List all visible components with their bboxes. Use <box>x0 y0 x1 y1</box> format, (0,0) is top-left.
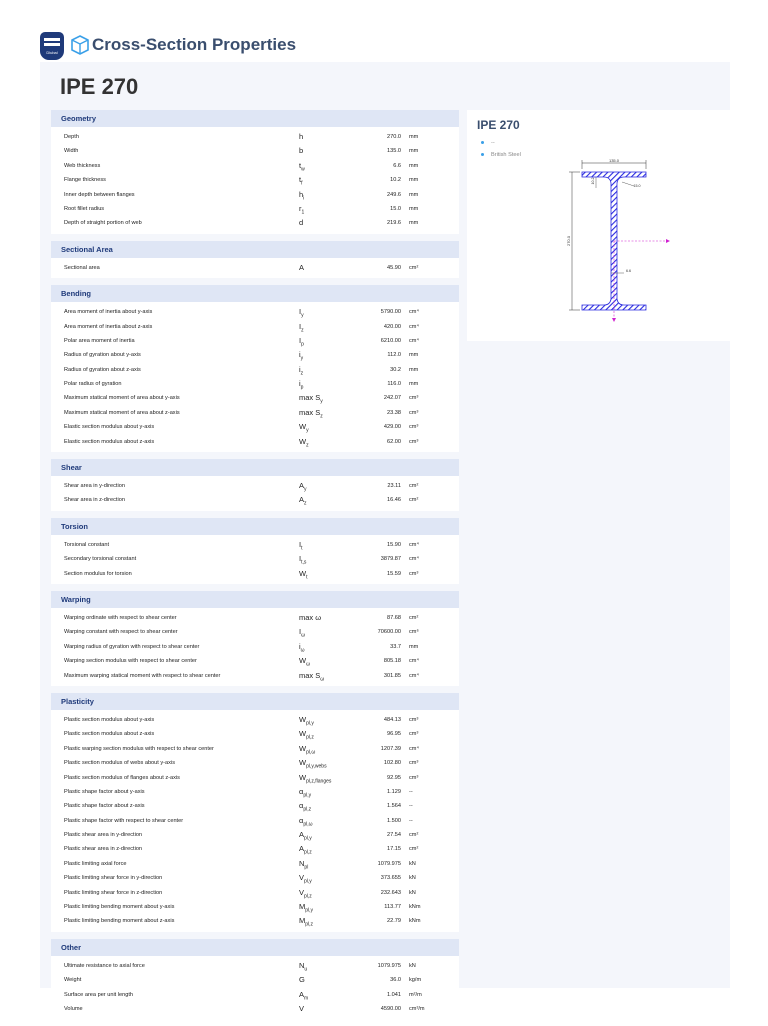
property-symbol: G <box>299 975 305 985</box>
table-row <box>51 538 459 552</box>
property-value: 45.90 <box>387 264 401 271</box>
property-value: 113.77 <box>384 904 401 911</box>
property-symbol: $W_{pl,z,flanges}$ <box>299 772 332 784</box>
property-symbol: $M_{pl,z}$ <box>299 916 314 928</box>
table-row <box>51 493 459 507</box>
property-unit: -- <box>409 788 413 795</box>
property-unit: cm⁴ <box>409 309 419 316</box>
property-symbol: $I_p$ <box>299 335 304 348</box>
table-row <box>51 611 459 625</box>
property-symbol: max ω <box>299 612 322 622</box>
property-value: 15.59 <box>387 570 401 577</box>
flange-dimension-label: 10.2 <box>591 177 595 185</box>
property-name: Volume <box>64 1005 83 1012</box>
section-other <box>51 939 459 1020</box>
property-name: Torsional constant <box>64 541 110 548</box>
property-value: 6210.00 <box>380 337 401 344</box>
property-symbol: $W_\omega$ <box>299 656 310 668</box>
table-row <box>51 435 459 449</box>
section-header[interactable]: Shear <box>51 459 459 476</box>
property-value: 1079.975 <box>377 860 401 867</box>
section-shear <box>51 459 459 511</box>
property-name: Plastic shear area in y-direction <box>64 832 143 839</box>
property-name: Sectional area <box>64 264 100 271</box>
property-symbol: $W_{pl,z}$ <box>299 729 314 741</box>
property-symbol: $N_{pl}$ <box>299 858 309 871</box>
property-unit: kN <box>409 889 416 896</box>
property-name: Maximum statical moment of area about y-axis <box>64 395 180 402</box>
property-name: Plastic section modulus of webs about y-axis <box>64 760 175 767</box>
table-row <box>51 988 459 1002</box>
property-value: 219.6 <box>387 220 401 227</box>
property-name: Plastic limiting bending moment about z-axis <box>64 918 175 925</box>
bullet-icon <box>481 153 484 156</box>
logo-text: Dlubal <box>46 50 58 55</box>
table-row <box>51 669 459 683</box>
section-header[interactable]: Plasticity <box>51 693 459 710</box>
property-symbol: $\max S_z$ <box>299 407 323 420</box>
property-unit: kN <box>409 860 416 867</box>
table-row <box>51 391 459 405</box>
table-row <box>51 842 459 856</box>
property-name: Plastic shape factor with respect to shear center <box>64 817 184 824</box>
table-row <box>51 640 459 654</box>
property-name: Ultimate resistance to axial force <box>64 962 145 969</box>
property-name: Radius of gyration about y-axis <box>64 352 141 359</box>
table-row <box>51 479 459 493</box>
property-value: 16.46 <box>387 497 401 504</box>
property-name: Plastic warping section modulus with respect to shear center <box>64 745 214 752</box>
section-header[interactable]: Torsion <box>51 518 459 535</box>
section-geometry <box>51 110 459 234</box>
table-row <box>51 713 459 727</box>
property-value: 301.85 <box>383 672 401 679</box>
property-symbol: d <box>299 218 304 228</box>
table-row <box>51 261 459 275</box>
summary-list <box>481 137 521 161</box>
table-row <box>51 727 459 741</box>
property-symbol: $W_{pl,\omega}$ <box>299 743 316 756</box>
section-torsion <box>51 518 459 584</box>
property-symbol: $V_{pl,z}$ <box>299 887 312 900</box>
property-symbol: $W_{pl,y,webs}$ <box>299 758 327 770</box>
property-symbol: $A_m$ <box>299 989 309 1002</box>
table-row <box>51 900 459 914</box>
summary-item: British Steel <box>481 149 521 161</box>
property-value: 242.07 <box>383 395 401 402</box>
property-value: 420.00 <box>383 323 401 330</box>
table-row <box>51 828 459 842</box>
section-sectional-area <box>51 241 459 278</box>
property-symbol: $I_{t,s}$ <box>299 554 307 566</box>
property-unit: cm³ <box>409 395 419 402</box>
table-row <box>51 857 459 871</box>
property-symbol: $N_u$ <box>299 960 308 973</box>
table-row <box>51 1002 459 1016</box>
property-unit: mm <box>409 381 419 388</box>
property-unit: mm <box>409 366 419 373</box>
table-row <box>51 625 459 639</box>
property-unit: cm² <box>409 483 419 490</box>
property-value: 10.2 <box>390 177 401 184</box>
table-row <box>51 320 459 334</box>
property-unit: mm <box>409 162 419 169</box>
property-name: Shear area in y-direction <box>64 483 125 490</box>
table-row <box>51 742 459 756</box>
table-row <box>51 799 459 813</box>
property-name: Elastic section modulus about z-axis <box>64 438 155 445</box>
bullet-icon <box>481 141 484 144</box>
property-name: Plastic shear area in z-direction <box>64 846 143 853</box>
property-name: Area moment of inertia about z-axis <box>64 323 153 330</box>
web-dimension-label: 6.6 <box>626 269 631 273</box>
section-header[interactable]: Geometry <box>51 110 459 127</box>
table-row <box>51 144 459 158</box>
property-unit: kNm <box>409 918 421 925</box>
property-unit: kNm <box>409 904 421 911</box>
property-unit: cm³ <box>409 424 419 431</box>
page-title: IPE 270 <box>60 74 139 99</box>
section-summary-card <box>467 110 730 341</box>
property-symbol: $A_{pl,y}$ <box>299 830 312 842</box>
table-row <box>51 305 459 319</box>
property-unit: mm <box>409 191 419 198</box>
table-row <box>51 216 459 230</box>
property-symbol: $W_y$ <box>299 422 309 434</box>
property-symbol: $W_z$ <box>299 436 309 449</box>
table-row <box>51 785 459 799</box>
property-value: 62.00 <box>387 438 401 445</box>
property-symbol: $A_y$ <box>299 481 307 493</box>
property-unit: cm² <box>409 497 419 504</box>
property-value: 484.13 <box>383 716 401 723</box>
radius-dimension-label: 15.0 <box>633 184 641 188</box>
property-name: Plastic section modulus about y-axis <box>64 716 155 723</box>
table-row <box>51 348 459 362</box>
property-name: Flange thickness <box>64 177 106 184</box>
property-name: Plastic section modulus of flanges about z-axis <box>64 774 180 781</box>
property-value: 1207.39 <box>380 745 401 752</box>
property-value: 22.79 <box>387 918 401 925</box>
property-symbol: $I_z$ <box>299 321 304 334</box>
property-name: Area moment of inertia about y-axis <box>64 309 153 316</box>
property-symbol: $h_i$ <box>299 189 305 202</box>
property-value: 373.655 <box>380 875 401 882</box>
property-unit: cm³ <box>409 716 419 723</box>
property-symbol: $\alpha_{pl,y}$ <box>299 786 312 799</box>
property-value: 92.95 <box>387 774 401 781</box>
property-symbol: $W_t$ <box>299 568 308 581</box>
property-unit: mm <box>409 148 419 155</box>
property-symbol: $\max S_y$ <box>299 393 323 405</box>
section-bending <box>51 285 459 452</box>
table-row <box>51 363 459 377</box>
property-unit: mm <box>409 134 419 140</box>
property-name: Radius of gyration about z-axis <box>64 366 141 373</box>
table-row <box>51 406 459 420</box>
section-plasticity <box>51 693 459 932</box>
property-value: 1.564 <box>387 803 401 810</box>
property-name: Plastic section modulus about z-axis <box>64 731 155 738</box>
property-value: 1.041 <box>387 991 401 998</box>
property-unit: cm³ <box>409 760 419 767</box>
property-name: Depth <box>64 134 79 140</box>
property-name: Web thickness <box>64 162 101 169</box>
property-unit: cm⁴ <box>409 556 419 563</box>
property-name: Warping section modulus with respect to shear center <box>64 658 197 665</box>
property-symbol: $r_1$ <box>299 203 305 216</box>
property-symbol: V <box>299 1003 305 1013</box>
app-title: Cross-Section Properties <box>92 35 297 54</box>
app-header <box>40 32 740 62</box>
property-unit: cm² <box>409 614 419 621</box>
properties-table <box>51 110 459 1026</box>
property-name: Inner depth between flanges <box>64 191 135 198</box>
property-symbol: $i_y$ <box>299 350 304 362</box>
property-value: 23.11 <box>387 483 401 490</box>
property-name: Plastic limiting shear force in z-direction <box>64 889 163 896</box>
table-row <box>51 886 459 900</box>
section-header[interactable]: Sectional Area <box>51 241 459 258</box>
property-symbol: $t_w$ <box>299 160 305 173</box>
table-row <box>51 552 459 566</box>
property-symbol: $V_{pl,y}$ <box>299 873 312 885</box>
property-unit: cm⁴ <box>409 541 419 548</box>
table-row <box>51 756 459 770</box>
table-row <box>51 973 459 987</box>
section-header[interactable]: Warping <box>51 591 459 608</box>
property-unit: mm <box>409 177 419 184</box>
property-name: Shear area in z-direction <box>64 497 125 504</box>
table-row <box>51 567 459 581</box>
property-value: 805.18 <box>383 658 401 665</box>
property-unit: cm⁴ <box>409 658 419 665</box>
property-value: 36.0 <box>390 977 401 984</box>
property-value: 1079.975 <box>377 962 401 969</box>
property-unit: cm² <box>409 264 419 271</box>
property-unit: mm <box>409 220 419 227</box>
property-name: Maximum warping statical moment with respect to shear center <box>64 672 221 679</box>
property-symbol: $M_{pl,y}$ <box>299 902 314 914</box>
property-name: Polar radius of gyration <box>64 381 122 388</box>
property-name: Width <box>64 148 79 155</box>
property-symbol: $A_{pl,z}$ <box>299 844 312 856</box>
table-row <box>51 202 459 216</box>
width-dimension-label: 135.0 <box>608 158 620 163</box>
property-symbol: A <box>299 262 305 272</box>
property-name: Maximum statical moment of area about z-axis <box>64 409 180 416</box>
table-row <box>51 420 459 434</box>
property-value: 112.0 <box>387 352 401 359</box>
cube-icon <box>71 35 89 55</box>
property-unit: cm⁴ <box>409 745 419 752</box>
property-value: 96.95 <box>387 731 401 738</box>
property-unit: kN <box>409 875 416 882</box>
property-unit: mm <box>409 205 419 212</box>
property-name: Elastic section modulus about y-axis <box>64 424 155 431</box>
table-row <box>51 173 459 187</box>
property-value: 70600.00 <box>377 629 401 636</box>
property-name: Surface area per unit length <box>64 991 134 998</box>
section-header[interactable]: Other <box>51 939 459 956</box>
property-name: Warping ordinate with respect to shear center <box>64 614 177 621</box>
property-value: 15.90 <box>387 541 401 548</box>
property-symbol: b <box>299 146 304 156</box>
property-value: 17.15 <box>387 846 401 853</box>
dlubal-logo[interactable] <box>40 32 64 60</box>
property-value: 270.0 <box>387 134 401 140</box>
property-symbol: $\alpha_{pl,\omega}$ <box>299 815 313 828</box>
table-row <box>51 914 459 928</box>
property-value: 3879.87 <box>380 556 401 563</box>
property-value: 1.500 <box>387 817 401 824</box>
property-unit: mm <box>409 643 419 650</box>
property-symbol: $\alpha_{pl,z}$ <box>299 801 312 813</box>
property-symbol: $A_z$ <box>299 495 307 507</box>
property-unit: cm³ <box>409 438 419 445</box>
property-name: Warping constant with respect to shear center <box>64 629 178 636</box>
property-value: 135.0 <box>387 148 401 155</box>
property-unit: cm³/m <box>409 1005 425 1012</box>
property-unit: cm² <box>409 832 419 839</box>
property-unit: -- <box>409 817 413 824</box>
property-name: Section modulus for torsion <box>64 570 132 577</box>
property-name: Plastic shape factor about y-axis <box>64 788 145 795</box>
property-value: 429.00 <box>383 424 401 431</box>
property-unit: cm² <box>409 846 419 853</box>
table-row <box>51 159 459 173</box>
property-name: Plastic limiting shear force in y-direction <box>64 875 163 882</box>
summary-item: -- <box>481 137 521 149</box>
property-name: Plastic shape factor about z-axis <box>64 803 145 810</box>
section-header[interactable]: Bending <box>51 285 459 302</box>
property-value: 249.6 <box>387 191 401 198</box>
property-unit: cm⁴ <box>409 337 419 344</box>
table-row <box>51 377 459 391</box>
property-unit: cm³ <box>409 570 419 577</box>
property-unit: mm <box>409 352 419 359</box>
property-value: 1.129 <box>387 788 401 795</box>
table-row <box>51 871 459 885</box>
property-unit: m²/m <box>409 991 422 998</box>
property-unit: cm⁴ <box>409 672 419 679</box>
property-unit: kN <box>409 962 416 969</box>
property-symbol: $\max S_\omega$ <box>299 670 325 683</box>
table-row <box>51 654 459 668</box>
property-unit: cm³ <box>409 409 419 416</box>
height-dimension-label: 270.0 <box>566 235 571 247</box>
property-value: 102.80 <box>383 760 401 767</box>
property-unit: kg/m <box>409 977 422 984</box>
summary-title: IPE 270 <box>477 118 520 132</box>
property-value: 33.7 <box>390 643 401 650</box>
table-row <box>51 814 459 828</box>
property-symbol: $i_p$ <box>299 379 304 391</box>
property-name: Weight <box>64 977 82 984</box>
property-name: Plastic limiting axial force <box>64 860 127 867</box>
property-unit: cm³ <box>409 731 419 738</box>
property-symbol: $W_{pl,y}$ <box>299 714 314 727</box>
table-row <box>51 771 459 785</box>
property-value: 4590.00 <box>380 1005 401 1012</box>
property-value: 27.54 <box>387 832 401 839</box>
property-unit: cm³ <box>409 774 419 781</box>
property-value: 116.0 <box>387 381 401 388</box>
table-row <box>51 188 459 202</box>
property-name: Warping radius of gyration with respect to shear center <box>64 643 200 650</box>
table-row <box>51 334 459 348</box>
property-symbol: h <box>299 132 304 141</box>
property-symbol: $i_\omega$ <box>299 641 305 654</box>
section-warping <box>51 591 459 686</box>
property-name: Plastic limiting bending moment about y-axis <box>64 904 175 911</box>
table-row <box>51 959 459 973</box>
property-unit: -- <box>409 803 413 810</box>
property-value: 6.6 <box>393 162 401 169</box>
property-symbol: $i_z$ <box>299 364 304 377</box>
property-symbol: $I_y$ <box>299 307 304 319</box>
property-value: 15.0 <box>390 205 401 212</box>
property-value: 30.2 <box>390 366 401 373</box>
property-name: Secondary torsional constant <box>64 556 137 563</box>
property-unit: cm⁴ <box>409 323 419 330</box>
property-symbol: $I_\omega$ <box>299 627 305 639</box>
table-row <box>51 130 459 144</box>
cross-section-drawing <box>562 155 682 335</box>
property-symbol: $I_t$ <box>299 539 303 552</box>
property-unit: cm⁶ <box>409 629 419 636</box>
property-value: 5790.00 <box>380 309 401 316</box>
property-value: 23.38 <box>387 409 401 416</box>
property-name: Depth of straight portion of web <box>64 220 142 227</box>
property-value: 232.643 <box>380 889 401 896</box>
property-name: Polar area moment of inertia <box>64 337 135 344</box>
property-name: Root fillet radius <box>64 205 105 212</box>
property-value: 87.68 <box>387 614 401 621</box>
property-symbol: $t_f$ <box>299 175 303 187</box>
